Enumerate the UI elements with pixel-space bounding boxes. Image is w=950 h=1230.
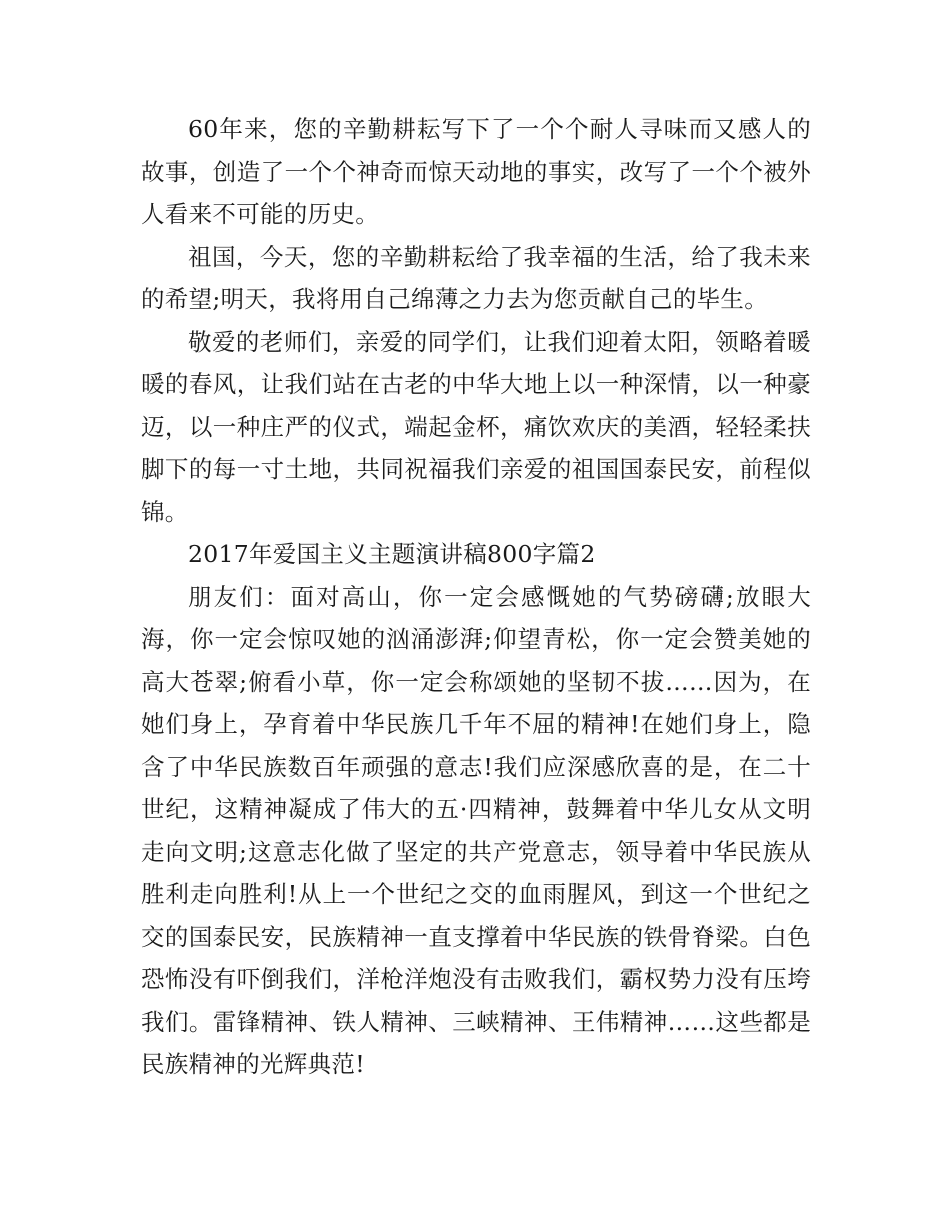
paragraph-3: 敬爱的老师们，亲爱的同学们，让我们迎着太阳，领略着暖暖的春风，让我们站在古老的中华大地上以一种深情，以一种豪迈，以一种庄严的仪式，端起金杯，痛饮欢庆的美酒，轻轻柔扶脚下的每一寸土地，共同祝福我们亲爱的祖国国泰民安，前程似锦。 xyxy=(141,327,811,526)
paragraph-1: 60年来，您的辛勤耕耘写下了一个个耐人寻味而又感人的故事，创造了一个个神奇而惊天动地的事实，改写了一个个被外人看来不可能的历史。 xyxy=(141,115,811,228)
document-body xyxy=(141,108,811,1086)
section-heading: 2017年爱国主义主题演讲稿800字篇2 xyxy=(188,540,596,568)
paragraph-4: 朋友们：面对高山，你一定会感慨她的气势磅礴;放眼大海，你一定会惊叹她的汹涌澎湃;仰望青松，你一定会赞美她的高大苍翠;俯看小草，你一定会称颂她的坚韧不拔……因为，在她们身上，孕育着中华民族几千年不屈的精神!在她们身上，隐含了中华民族数百年顽强的意志!我们应深感欣喜的是，在二十世纪，这精神凝成了伟大的五·四精神，鼓舞着中华儿女从文明走向文明;这意志化做了坚定的共产党意志，领导着中华民族从胜利走向胜利!从上一个世纪之交的血雨腥风，到这一个世纪之交的国泰民安，民族精神一直支撑着中华民族的铁骨脊梁。白色恐怖没有吓倒我们，洋枪洋炮没有击败我们，霸权势力没有压垮我们。雷锋精神、铁人精神、三峡精神、王伟精神……这些都是民族精神的光辉典范! xyxy=(141,582,811,1078)
paragraph-2: 祖国，今天，您的辛勤耕耘给了我幸福的生活，给了我未来的希望;明天，我将用自己绵薄之力去为您贡献自己的毕生。 xyxy=(141,242,811,313)
